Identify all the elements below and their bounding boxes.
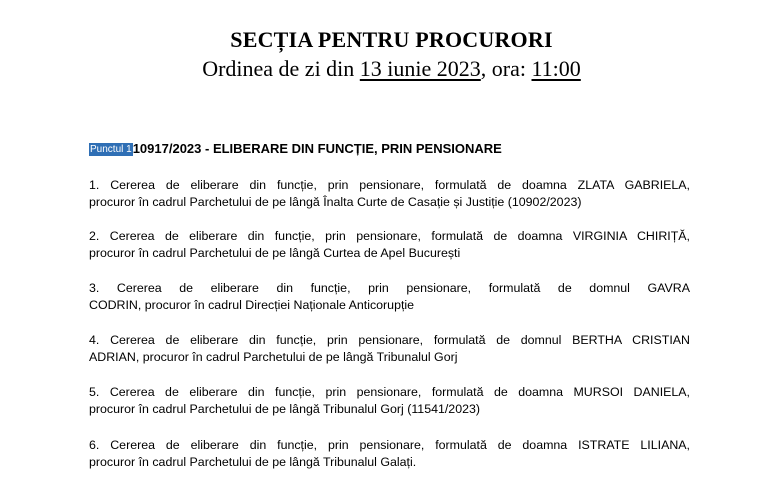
agenda-subtitle — [0, 55, 783, 83]
point-label[interactable]: Punctul 1 — [90, 144, 132, 155]
item-line: 1. Cererea de eliberare din funcție, prin pensionare, formulată de doamna ZLATA GABRIELA, — [89, 178, 690, 192]
agenda-item-1 — [89, 177, 690, 211]
agenda-item-6 — [89, 437, 690, 471]
agenda-time: 11:00 — [531, 56, 581, 81]
point-heading — [89, 140, 502, 158]
subtitle-mid: , ora: — [480, 56, 532, 81]
agenda-date: 13 iunie 2023 — [359, 56, 481, 81]
item-line: 3. Cererea de eliberare din funcție, prin pensionare, formulată de domnul GAVRA — [89, 281, 690, 295]
item-line: 2. Cererea de eliberare din funcție, prin pensionare, formulată de doamna VIRGINIA CHIRIȚĂ, — [89, 229, 690, 243]
item-line: 6. Cererea de eliberare din funcție, prin pensionare, formulată de doamna ISTRATE LILIANA, — [89, 438, 690, 452]
item-line: procuror în cadrul Parchetului de pe lângă Tribunalul Galați. — [89, 455, 417, 469]
subtitle-prefix: Ordinea de zi din — [202, 56, 360, 81]
item-line: procuror în cadrul Parchetului de pe lângă Tribunalul Gorj (11541/2023) — [89, 402, 480, 416]
agenda-item-2 — [89, 228, 690, 262]
agenda-item-3 — [89, 280, 690, 314]
item-line: procuror în cadrul Parchetului de pe lângă Curtea de Apel București — [89, 246, 461, 260]
point-title: 10917/2023 - ELIBERARE DIN FUNCȚIE, PRIN PENSIONARE — [132, 141, 502, 156]
document-title: SECȚIA PENTRU PROCURORI — [230, 27, 553, 52]
item-line: 4. Cererea de eliberare din funcție, prin pensionare, formulată de domnul BERTHA CRISTIAN — [89, 333, 690, 347]
item-line: procuror în cadrul Parchetului de pe lângă Înalta Curte de Casație și Justiție (10902/2023) — [89, 195, 582, 209]
item-line: CODRIN, procuror în cadrul Direcției Naționale Anticorupție — [89, 298, 415, 312]
agenda-item-4 — [89, 332, 690, 366]
agenda-item-5 — [89, 384, 690, 418]
item-line: 5. Cererea de eliberare din funcție, prin pensionare, formulată de doamna MURSOI DANIELA, — [89, 385, 690, 399]
item-line: ADRIAN, procuror în cadrul Parchetului de pe lângă Tribunalul Gorj — [89, 350, 458, 364]
